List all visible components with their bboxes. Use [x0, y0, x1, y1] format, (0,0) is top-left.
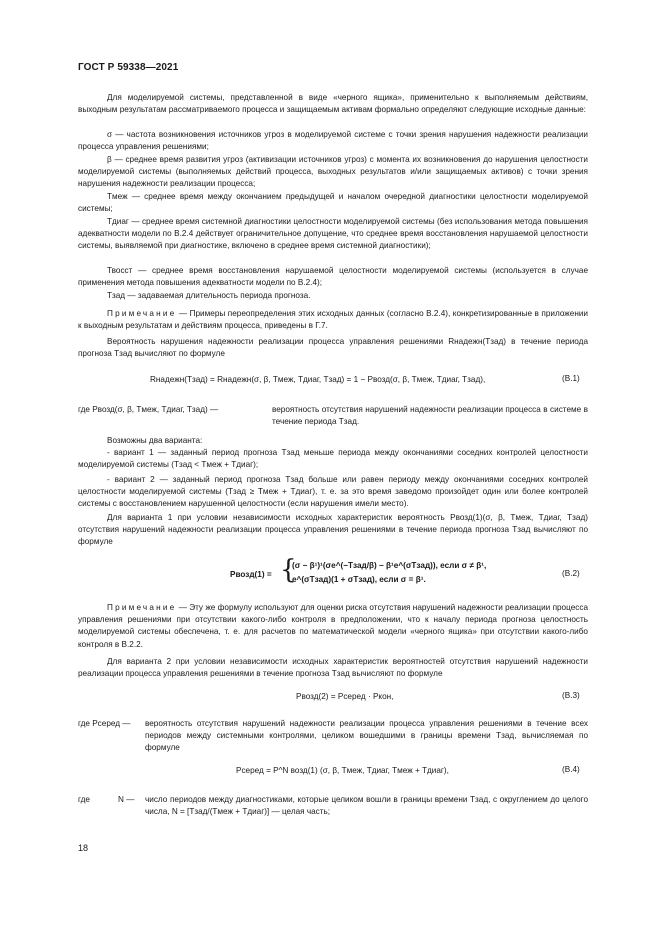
paragraph-tvosst: Твосст — среднее время восстановления нарушаемой целостности моделируемой системы (используется в случае применения метода повышения адекватности модели по В.2.4); — [78, 266, 588, 288]
formula-b1: Rнадежн(Tзад) = Rнадежн(σ, β, Tмеж, Tдиаг, Tзад) = 1 − Pвозд(σ, β, Tмеж, Tдиаг, Tзад), — [150, 375, 486, 384]
paragraph-sigma: σ — частота возникновения источников угроз в моделируемой системе с точки зрения нарушения надежности реализации процесса управления решениями; — [78, 130, 588, 152]
paragraph-variant-1-formula-intro: Для варианта 1 при условии независимости исходных характеристик вероятность Pвозд(1)(σ, β, Tмеж, Tдиаг, Tзад) отсутствия нарушений надежности реализации процесса управления решениями в течение периода прогноза Tзад вычисляют по формуле — [78, 513, 588, 547]
where-text-pcered: вероятность отсутствия нарушений надежности реализации процесса управления решениями в течение всех периодов между системными контролями, целиком вошедшими в границы времени Tзад, вычисляемая по формуле — [145, 719, 588, 753]
note-2-label: Примечание — [107, 603, 177, 612]
where-label-n: N — — [118, 795, 135, 804]
paragraph-reliability: Вероятность нарушения надежности реализации процесса управления решениями Rнадежн(Tзад) в течение периода прогноза Tзад вычисляют по формуле — [78, 337, 588, 359]
note-1-label: Примечание — [107, 309, 177, 318]
paragraph-beta: β — среднее время развития угроз (активизации источников угроз) с момента их возникновения до нарушения целостности моделируемой системы (выполняемых действий процесса, выходных результатов и/или защищаемых активов) с точки зрения нарушения надежности реализации процесса; — [78, 155, 588, 189]
where-label-pvozd: где Pвозд(σ, β, Tмеж, Tдиаг, Tзад) — — [78, 405, 219, 414]
formula-b4-number: (В.4) — [562, 765, 580, 774]
paragraph-intro: Для моделируемой системы, представленной в виде «черного ящика», применительно к выполняемым действиям, выходным результатам рассматриваемого процесса и защищаемым активам формально определяют следующие исходные данные: — [78, 93, 588, 115]
where-text-pvozd: вероятность отсутствия нарушений надежности реализации процесса в системе в течение периода Tзад. — [272, 405, 588, 427]
note-1 — [78, 308, 588, 332]
formula-b2-number: (В.2) — [562, 569, 580, 578]
where-label: где — [78, 795, 90, 804]
paragraph-tdiag: Tдиаг — среднее время системной диагностики целостности моделируемой системы (без использования метода повышения адекватности модели по В.2.4 действует ограничительное допущение, что среднее время восстановления нарушаемой целостности системы, выявляемой при диагностике, включено в среднее время системной диагностики); — [78, 217, 588, 251]
formula-b2-lhs: Pвозд(1) = — [230, 570, 272, 579]
paragraph-variants: Возможны два варианта: — [107, 436, 203, 445]
standard-header: ГОСТ Р 59338—2021 — [78, 62, 179, 73]
page-number: 18 — [78, 843, 89, 853]
where-label-pcered: где Pсеред — — [78, 719, 131, 728]
formula-b1-number: (В.1) — [562, 374, 580, 383]
formula-b2-brace: { — [280, 555, 297, 585]
formula-b2-case-1: (σ − β¹)¹(σe^(−Tзад/β) − β¹e^(σTзад)), если σ ≠ β¹, — [292, 561, 487, 570]
formula-b2-case-2: e^(σTзад)(1 + σTзад), если σ = β¹. — [292, 575, 426, 584]
paragraph-variant-2: - вариант 2 — заданный период прогноза Tзад больше или равен периоду между окончаниями соседних контролей целостности моделируемой системы (Tзад ≥ Tмеж + Tдиаг), т. е. за это время заведомо произойдет один или более контролей системы с восстановлением нарушенной целостности (если нарушения имели место). — [78, 475, 588, 509]
paragraph-tmezh: Tмеж — среднее время между окончанием предыдущей и началом очередной диагностики целостности моделируемой системы; — [78, 192, 588, 214]
note-1-text: — Примеры переопределения этих исходных данных (согласно В.2.4), конкретизированные в приложении к выходным результатам и действиям процесса, приведены в Г.7. — [78, 309, 588, 331]
formula-b4: Pсеред = P^N возд(1) (σ, β, Tмеж, Tдиаг, Tмеж + Tдиаг), — [236, 766, 449, 775]
formula-b3-number: (В.3) — [562, 691, 580, 700]
note-2 — [78, 602, 588, 651]
paragraph-tzad: Tзад — задаваемая длительность периода прогноза. — [107, 291, 311, 300]
note-2-text: — Эту же формулу используют для оценки риска отсутствия нарушений надежности реализации процесса управления решениями при отсутствии какого-либо контроля в предположении, что к началу периода прогноза целостность моделируемой системы обеспечена, т. е. для расчетов по математической модели «черного ящика» при отсутствии какого-либо контроля в В.2.2. — [78, 603, 588, 649]
paragraph-variant-2-formula-intro: Для варианта 2 при условии независимости исходных характеристик вероятностей отсутствия нарушений надежности реализации процесса управления решениями в течение прогноза Tзад вычисляют по формуле — [78, 657, 588, 679]
formula-b3: Pвозд(2) = Pсеред · Pкон, — [296, 692, 394, 701]
where-text-n: число периодов между диагностиками, которые целиком вошли в границы времени Tзад, с округлением до целого числа, N = [Tзад/(Tмеж + Tдиаг)] — целая часть; — [145, 795, 588, 817]
paragraph-variant-1: - вариант 1 — заданный период прогноза Tзад меньше периода между окончаниями соседних контролей целостности моделируемой системы (Tзад < Tмеж + Tдиаг); — [78, 448, 588, 470]
